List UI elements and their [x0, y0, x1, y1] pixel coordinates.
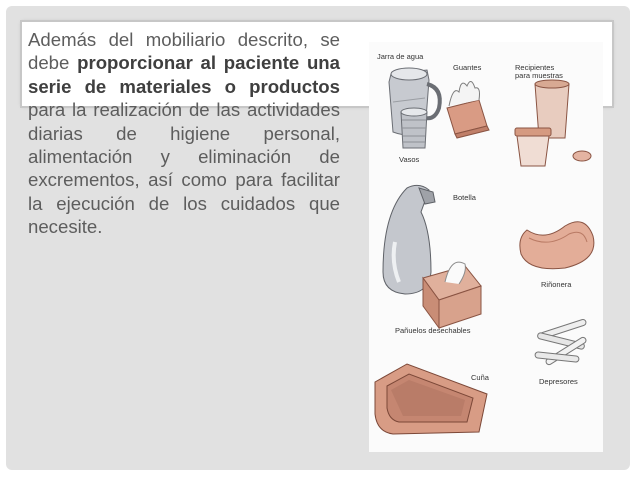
paragraph-bold-text: proporcionar al paciente una serie de materiales o productos [28, 52, 341, 97]
tongue-depressors-image [535, 319, 587, 366]
paragraph-text-2: para la realización de las actividades diarias de higiene personal, alimentación y eliminación de excrementos, así como para facilitar la ejecución de los cuidados que necesite. [28, 99, 340, 238]
body-paragraph [28, 28, 340, 239]
materials-illustration [369, 42, 603, 452]
label-bottle: Botella [453, 193, 476, 202]
cups-image [401, 108, 427, 148]
label-tongue-depressors: Depresores [539, 377, 578, 386]
gloves-image [447, 81, 489, 138]
label-tissues: Pañuelos desechables [395, 326, 471, 335]
tissue-box-image [423, 262, 481, 328]
sample-containers-image [515, 80, 591, 166]
label-kidney-dish: Riñonera [541, 280, 572, 289]
label-water-jug: Jarra de agua [377, 52, 424, 61]
label-cups: Vasos [399, 155, 420, 164]
label-sample-containers-1: Recipientes [515, 63, 555, 72]
materials-drawing [369, 42, 603, 452]
kidney-dish-image [520, 222, 594, 269]
label-bedpan: Cuña [471, 373, 489, 382]
paragraph-text-1: Además del mobiliario descrito, se debe [28, 29, 340, 74]
label-gloves: Guantes [453, 63, 482, 72]
label-sample-containers-2: para muestras [515, 71, 563, 80]
